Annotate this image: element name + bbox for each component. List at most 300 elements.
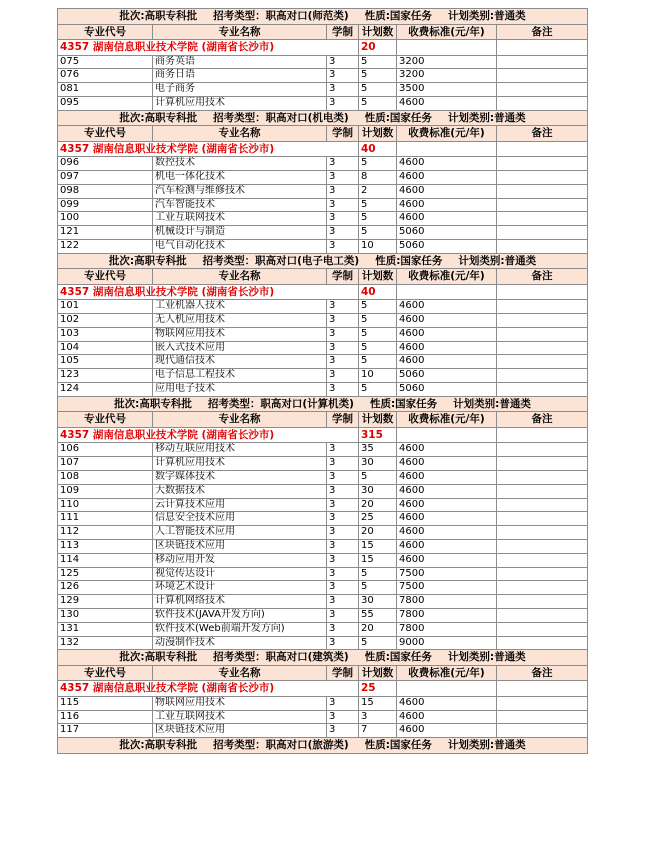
header-code: 专业代号 bbox=[58, 24, 153, 40]
major-fee: 4600 bbox=[397, 710, 497, 724]
major-code: 100 bbox=[58, 212, 153, 226]
major-years: 3 bbox=[327, 608, 359, 622]
major-plan: 5 bbox=[359, 636, 397, 650]
major-remark bbox=[497, 636, 588, 650]
major-remark bbox=[497, 457, 588, 471]
major-fee: 7500 bbox=[397, 581, 497, 595]
exam-type-label: 招考类型：职高对口(电子电工类) bbox=[202, 254, 360, 267]
table-row bbox=[58, 355, 588, 369]
table-row bbox=[58, 212, 588, 226]
major-name: 电气自动化技术 bbox=[153, 239, 327, 253]
table-row bbox=[58, 83, 588, 97]
nature-label: 性质:国家任务 bbox=[369, 397, 438, 410]
major-plan: 8 bbox=[359, 170, 397, 184]
major-years: 3 bbox=[327, 457, 359, 471]
major-code: 109 bbox=[58, 484, 153, 498]
school-fee-empty bbox=[397, 141, 497, 157]
major-fee: 7500 bbox=[397, 567, 497, 581]
major-code: 124 bbox=[58, 383, 153, 397]
major-code: 110 bbox=[58, 498, 153, 512]
major-fee: 4600 bbox=[397, 724, 497, 738]
major-plan: 5 bbox=[359, 355, 397, 369]
major-years: 3 bbox=[327, 226, 359, 240]
major-plan: 5 bbox=[359, 314, 397, 328]
major-fee: 4600 bbox=[397, 341, 497, 355]
header-fee: 收费标准(元/年) bbox=[397, 24, 497, 40]
major-remark bbox=[497, 369, 588, 383]
batch-info bbox=[58, 110, 588, 126]
table-row bbox=[58, 498, 588, 512]
table-row bbox=[58, 157, 588, 171]
batch-info bbox=[58, 253, 588, 269]
major-fee: 7800 bbox=[397, 622, 497, 636]
major-name: 区块链技术应用 bbox=[153, 724, 327, 738]
major-years: 3 bbox=[327, 239, 359, 253]
batch-info bbox=[58, 396, 588, 412]
major-fee: 4600 bbox=[397, 96, 497, 110]
major-code: 122 bbox=[58, 239, 153, 253]
major-plan: 5 bbox=[359, 69, 397, 83]
major-name: 移动应用开发 bbox=[153, 553, 327, 567]
major-name: 人工智能技术应用 bbox=[153, 526, 327, 540]
major-remark bbox=[497, 157, 588, 171]
major-code: 098 bbox=[58, 184, 153, 198]
school-fee-empty bbox=[397, 427, 497, 443]
header-years: 学制 bbox=[327, 269, 359, 285]
major-code: 126 bbox=[58, 581, 153, 595]
major-name: 环境艺术设计 bbox=[153, 581, 327, 595]
major-plan: 5 bbox=[359, 198, 397, 212]
major-fee: 7800 bbox=[397, 595, 497, 609]
major-years: 3 bbox=[327, 553, 359, 567]
major-fee: 4600 bbox=[397, 484, 497, 498]
major-fee: 5060 bbox=[397, 383, 497, 397]
major-plan: 7 bbox=[359, 724, 397, 738]
major-code: 125 bbox=[58, 567, 153, 581]
plan-category-label: 计划类别:普通类 bbox=[447, 651, 526, 664]
exam-type-label: 招考类型：职高对口(旅游类) bbox=[213, 739, 349, 752]
major-name: 机电一体化技术 bbox=[153, 170, 327, 184]
header-code: 专业代号 bbox=[58, 412, 153, 428]
major-name: 无人机应用技术 bbox=[153, 314, 327, 328]
major-name: 汽车检测与维修技术 bbox=[153, 184, 327, 198]
major-years: 3 bbox=[327, 636, 359, 650]
major-remark bbox=[497, 83, 588, 97]
major-years: 3 bbox=[327, 512, 359, 526]
table-row bbox=[58, 553, 588, 567]
batch-info bbox=[58, 738, 588, 754]
major-fee: 7800 bbox=[397, 608, 497, 622]
table-row bbox=[58, 369, 588, 383]
major-plan: 15 bbox=[359, 553, 397, 567]
enrollment-plan-table bbox=[57, 8, 588, 754]
major-code: 131 bbox=[58, 622, 153, 636]
major-name: 移动互联应用技术 bbox=[153, 443, 327, 457]
major-plan: 20 bbox=[359, 498, 397, 512]
major-years: 3 bbox=[327, 96, 359, 110]
major-fee: 4600 bbox=[397, 300, 497, 314]
major-plan: 5 bbox=[359, 581, 397, 595]
major-remark bbox=[497, 724, 588, 738]
major-remark bbox=[497, 484, 588, 498]
header-code: 专业代号 bbox=[58, 126, 153, 142]
major-plan: 5 bbox=[359, 567, 397, 581]
major-code: 101 bbox=[58, 300, 153, 314]
header-name: 专业名称 bbox=[153, 269, 327, 285]
header-plan: 计划数 bbox=[359, 665, 397, 681]
major-plan: 30 bbox=[359, 595, 397, 609]
major-fee: 4600 bbox=[397, 498, 497, 512]
major-remark bbox=[497, 526, 588, 540]
table-row bbox=[58, 239, 588, 253]
table-row bbox=[58, 470, 588, 484]
major-remark bbox=[497, 355, 588, 369]
major-years: 3 bbox=[327, 622, 359, 636]
plan-category-label: 计划类别:普通类 bbox=[447, 111, 526, 124]
major-name: 汽车智能技术 bbox=[153, 198, 327, 212]
column-header-row bbox=[58, 665, 588, 681]
major-code: 104 bbox=[58, 341, 153, 355]
batch-info bbox=[58, 650, 588, 666]
major-code: 081 bbox=[58, 83, 153, 97]
school-total-plan: 40 bbox=[359, 284, 397, 300]
major-remark bbox=[497, 341, 588, 355]
header-fee: 收费标准(元/年) bbox=[397, 269, 497, 285]
header-name: 专业名称 bbox=[153, 24, 327, 40]
major-code: 105 bbox=[58, 355, 153, 369]
major-plan: 15 bbox=[359, 539, 397, 553]
major-remark bbox=[497, 226, 588, 240]
major-years: 3 bbox=[327, 498, 359, 512]
major-remark bbox=[497, 327, 588, 341]
major-plan: 20 bbox=[359, 622, 397, 636]
major-code: 099 bbox=[58, 198, 153, 212]
school-row bbox=[58, 284, 588, 300]
major-years: 3 bbox=[327, 539, 359, 553]
major-remark bbox=[497, 170, 588, 184]
major-name: 计算机网络技术 bbox=[153, 595, 327, 609]
major-plan: 5 bbox=[359, 55, 397, 69]
header-remark: 备注 bbox=[497, 412, 588, 428]
major-remark bbox=[497, 69, 588, 83]
major-fee: 4600 bbox=[397, 184, 497, 198]
table-row bbox=[58, 341, 588, 355]
major-fee: 5060 bbox=[397, 226, 497, 240]
major-years: 3 bbox=[327, 595, 359, 609]
school-remark-empty bbox=[497, 681, 588, 697]
table-row bbox=[58, 567, 588, 581]
major-name: 软件技术(JAVA开发方向) bbox=[153, 608, 327, 622]
major-code: 113 bbox=[58, 539, 153, 553]
major-name: 软件技术(Web前端开发方向) bbox=[153, 622, 327, 636]
table-row bbox=[58, 724, 588, 738]
major-plan: 2 bbox=[359, 184, 397, 198]
major-years: 3 bbox=[327, 724, 359, 738]
major-remark bbox=[497, 498, 588, 512]
major-remark bbox=[497, 696, 588, 710]
major-code: 106 bbox=[58, 443, 153, 457]
major-fee: 4600 bbox=[397, 457, 497, 471]
major-plan: 55 bbox=[359, 608, 397, 622]
table-row bbox=[58, 526, 588, 540]
major-name: 嵌入式技术应用 bbox=[153, 341, 327, 355]
major-name: 现代通信技术 bbox=[153, 355, 327, 369]
major-remark bbox=[497, 383, 588, 397]
major-fee: 3200 bbox=[397, 69, 497, 83]
school-remark-empty bbox=[497, 141, 588, 157]
header-remark: 备注 bbox=[497, 269, 588, 285]
major-plan: 15 bbox=[359, 696, 397, 710]
batch-label: 批次:高职专科批 bbox=[119, 10, 198, 22]
major-fee: 4600 bbox=[397, 157, 497, 171]
major-fee: 9000 bbox=[397, 636, 497, 650]
major-years: 3 bbox=[327, 526, 359, 540]
school-fee-empty bbox=[397, 681, 497, 697]
table-row bbox=[58, 484, 588, 498]
major-code: 102 bbox=[58, 314, 153, 328]
school-total-plan: 25 bbox=[359, 681, 397, 697]
major-years: 3 bbox=[327, 341, 359, 355]
major-fee: 4600 bbox=[397, 539, 497, 553]
school-total-plan: 40 bbox=[359, 141, 397, 157]
major-name: 工业互联网技术 bbox=[153, 710, 327, 724]
major-fee: 4600 bbox=[397, 470, 497, 484]
major-name: 商务英语 bbox=[153, 55, 327, 69]
major-fee: 4600 bbox=[397, 198, 497, 212]
major-code: 108 bbox=[58, 470, 153, 484]
table-row bbox=[58, 608, 588, 622]
table-row bbox=[58, 96, 588, 110]
major-code: 116 bbox=[58, 710, 153, 724]
major-remark bbox=[497, 608, 588, 622]
table-row bbox=[58, 710, 588, 724]
major-name: 云计算技术应用 bbox=[153, 498, 327, 512]
major-remark bbox=[497, 567, 588, 581]
major-remark bbox=[497, 300, 588, 314]
table-row bbox=[58, 170, 588, 184]
major-plan: 5 bbox=[359, 341, 397, 355]
major-plan: 5 bbox=[359, 212, 397, 226]
major-code: 130 bbox=[58, 608, 153, 622]
major-plan: 5 bbox=[359, 470, 397, 484]
major-fee: 4600 bbox=[397, 314, 497, 328]
major-plan: 20 bbox=[359, 526, 397, 540]
table-row bbox=[58, 55, 588, 69]
major-plan: 5 bbox=[359, 383, 397, 397]
header-years: 学制 bbox=[327, 24, 359, 40]
major-fee: 3200 bbox=[397, 55, 497, 69]
major-name: 数控技术 bbox=[153, 157, 327, 171]
school-name: 4357 湖南信息职业技术学院 (湖南省长沙市) bbox=[58, 681, 359, 697]
major-code: 075 bbox=[58, 55, 153, 69]
major-years: 3 bbox=[327, 484, 359, 498]
batch-info-row bbox=[58, 396, 588, 412]
major-remark bbox=[497, 314, 588, 328]
major-remark bbox=[497, 212, 588, 226]
major-plan: 30 bbox=[359, 457, 397, 471]
major-remark bbox=[497, 595, 588, 609]
major-code: 123 bbox=[58, 369, 153, 383]
batch-label: 批次:高职专科批 bbox=[119, 651, 198, 664]
plan-category-label: 计划类别:普通类 bbox=[447, 10, 526, 22]
major-fee: 3500 bbox=[397, 83, 497, 97]
header-plan: 计划数 bbox=[359, 412, 397, 428]
major-years: 3 bbox=[327, 383, 359, 397]
school-fee-empty bbox=[397, 284, 497, 300]
header-plan: 计划数 bbox=[359, 126, 397, 142]
header-name: 专业名称 bbox=[153, 665, 327, 681]
table-row bbox=[58, 69, 588, 83]
major-name: 电子商务 bbox=[153, 83, 327, 97]
school-name: 4357 湖南信息职业技术学院 (湖南省长沙市) bbox=[58, 141, 359, 157]
major-years: 3 bbox=[327, 198, 359, 212]
major-code: 103 bbox=[58, 327, 153, 341]
major-name: 应用电子技术 bbox=[153, 383, 327, 397]
table-row bbox=[58, 696, 588, 710]
major-name: 信息安全技术应用 bbox=[153, 512, 327, 526]
table-row bbox=[58, 443, 588, 457]
major-plan: 5 bbox=[359, 96, 397, 110]
major-remark bbox=[497, 581, 588, 595]
major-years: 3 bbox=[327, 184, 359, 198]
major-code: 112 bbox=[58, 526, 153, 540]
major-years: 3 bbox=[327, 170, 359, 184]
major-years: 3 bbox=[327, 314, 359, 328]
table-row bbox=[58, 383, 588, 397]
major-name: 机械设计与制造 bbox=[153, 226, 327, 240]
major-name: 计算机应用技术 bbox=[153, 96, 327, 110]
major-fee: 4600 bbox=[397, 170, 497, 184]
major-code: 097 bbox=[58, 170, 153, 184]
batch-info bbox=[58, 9, 588, 25]
header-code: 专业代号 bbox=[58, 269, 153, 285]
major-years: 3 bbox=[327, 327, 359, 341]
major-plan: 5 bbox=[359, 83, 397, 97]
school-name: 4357 湖南信息职业技术学院 (湖南省长沙市) bbox=[58, 284, 359, 300]
major-plan: 5 bbox=[359, 327, 397, 341]
school-row bbox=[58, 141, 588, 157]
exam-type-label: 招考类型：职高对口(师范类) bbox=[213, 10, 349, 22]
major-years: 3 bbox=[327, 69, 359, 83]
major-remark bbox=[497, 443, 588, 457]
major-fee: 4600 bbox=[397, 355, 497, 369]
school-remark-empty bbox=[497, 427, 588, 443]
school-row bbox=[58, 40, 588, 56]
table-row bbox=[58, 581, 588, 595]
batch-label: 批次:高职专科批 bbox=[119, 111, 198, 124]
major-fee: 4600 bbox=[397, 212, 497, 226]
major-code: 121 bbox=[58, 226, 153, 240]
major-remark bbox=[497, 55, 588, 69]
major-code: 096 bbox=[58, 157, 153, 171]
plan-category-label: 计划类别:普通类 bbox=[447, 739, 526, 752]
table-row bbox=[58, 622, 588, 636]
header-plan: 计划数 bbox=[359, 269, 397, 285]
batch-info-row bbox=[58, 110, 588, 126]
header-years: 学制 bbox=[327, 412, 359, 428]
major-remark bbox=[497, 710, 588, 724]
header-fee: 收费标准(元/年) bbox=[397, 126, 497, 142]
major-remark bbox=[497, 622, 588, 636]
header-remark: 备注 bbox=[497, 24, 588, 40]
header-name: 专业名称 bbox=[153, 412, 327, 428]
major-remark bbox=[497, 239, 588, 253]
major-name: 区块链技术应用 bbox=[153, 539, 327, 553]
major-years: 3 bbox=[327, 55, 359, 69]
major-fee: 4600 bbox=[397, 512, 497, 526]
major-years: 3 bbox=[327, 696, 359, 710]
major-years: 3 bbox=[327, 369, 359, 383]
major-fee: 5060 bbox=[397, 369, 497, 383]
major-fee: 4600 bbox=[397, 443, 497, 457]
school-remark-empty bbox=[497, 40, 588, 56]
major-name: 数字媒体技术 bbox=[153, 470, 327, 484]
batch-info-row bbox=[58, 253, 588, 269]
table-row bbox=[58, 184, 588, 198]
school-row bbox=[58, 427, 588, 443]
batch-label: 批次:高职专科批 bbox=[108, 254, 187, 267]
major-name: 工业机器人技术 bbox=[153, 300, 327, 314]
exam-type-label: 招考类型：职高对口(计算机类) bbox=[207, 397, 354, 410]
header-remark: 备注 bbox=[497, 665, 588, 681]
header-years: 学制 bbox=[327, 665, 359, 681]
batch-info-row bbox=[58, 9, 588, 25]
table-row bbox=[58, 636, 588, 650]
column-header-row bbox=[58, 412, 588, 428]
header-remark: 备注 bbox=[497, 126, 588, 142]
table-row bbox=[58, 300, 588, 314]
major-name: 电子信息工程技术 bbox=[153, 369, 327, 383]
major-remark bbox=[497, 512, 588, 526]
major-code: 114 bbox=[58, 553, 153, 567]
major-years: 3 bbox=[327, 581, 359, 595]
table-row bbox=[58, 457, 588, 471]
major-name: 工业互联网技术 bbox=[153, 212, 327, 226]
exam-type-label: 招考类型：职高对口(机电类) bbox=[213, 111, 349, 124]
table-row bbox=[58, 226, 588, 240]
school-remark-empty bbox=[497, 284, 588, 300]
column-header-row bbox=[58, 126, 588, 142]
header-fee: 收费标准(元/年) bbox=[397, 412, 497, 428]
major-years: 3 bbox=[327, 470, 359, 484]
header-fee: 收费标准(元/年) bbox=[397, 665, 497, 681]
major-remark bbox=[497, 539, 588, 553]
batch-info-row bbox=[58, 650, 588, 666]
batch-label: 批次:高职专科批 bbox=[114, 397, 192, 410]
table-row bbox=[58, 512, 588, 526]
major-code: 115 bbox=[58, 696, 153, 710]
major-fee: 4600 bbox=[397, 526, 497, 540]
major-fee: 4600 bbox=[397, 553, 497, 567]
major-years: 3 bbox=[327, 710, 359, 724]
major-remark bbox=[497, 198, 588, 212]
plan-category-label: 计划类别:普通类 bbox=[458, 254, 537, 267]
major-code: 095 bbox=[58, 96, 153, 110]
major-name: 动漫制作技术 bbox=[153, 636, 327, 650]
nature-label: 性质:国家任务 bbox=[364, 739, 432, 752]
nature-label: 性质:国家任务 bbox=[364, 10, 432, 22]
school-name: 4357 湖南信息职业技术学院 (湖南省长沙市) bbox=[58, 40, 359, 56]
major-plan: 35 bbox=[359, 443, 397, 457]
table-row bbox=[58, 198, 588, 212]
major-years: 3 bbox=[327, 157, 359, 171]
school-fee-empty bbox=[397, 40, 497, 56]
column-header-row bbox=[58, 269, 588, 285]
major-plan: 5 bbox=[359, 226, 397, 240]
table-row bbox=[58, 595, 588, 609]
plan-category-label: 计划类别:普通类 bbox=[453, 397, 531, 410]
table-row bbox=[58, 327, 588, 341]
